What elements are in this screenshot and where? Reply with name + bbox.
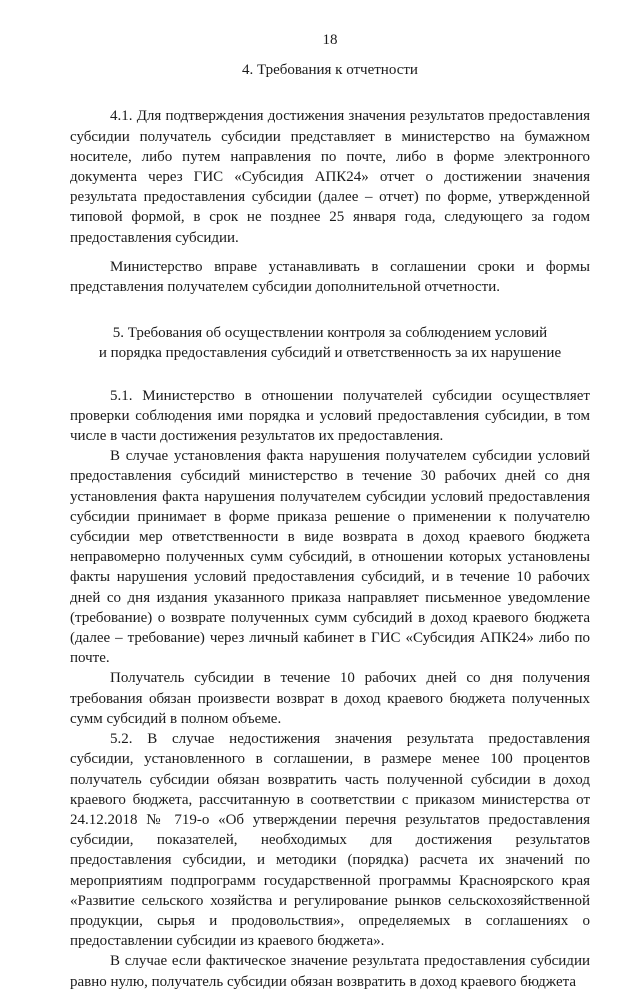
paragraph-4-2: Министерство вправе устанавливать в соглашении сроки и формы представления получателем субсидии дополнительной отчетности. xyxy=(70,258,590,296)
paragraph-5-2-zero: В случае если фактическое значение результата предоставления субсидии равно нулю, получатель субсидии обязан возвратить в доход краевого бюджета xyxy=(70,953,590,990)
section-5-heading-line-2: и порядка предоставления субсидий и ответственность за их нарушение xyxy=(98,345,562,362)
paragraph-4-1: 4.1. Для подтверждения достижения значения результатов предоставления субсидии получатель субсидии представляет в министерство на бумажном носителе, либо путем направления по почте, либо в форме электронного документа через ГИС «Субсидия АПК24» отчет о достижении значения результата предоставления субсидии (далее – отчет) по форме, утвержденной типовой формой, в срок не позднее 25 января года, следующего за годом предоставления субсидии. xyxy=(70,108,590,246)
document-page xyxy=(70,30,590,992)
section-4-heading: 4. Требования к отчетности xyxy=(242,62,418,79)
page-number: 18 xyxy=(322,32,338,48)
paragraph-5-1: 5.1. Министерство в отношении получателей субсидии осуществляет проверки соблюдения ими порядка и условий предоставления субсидии, в том числе в части достижения результатов их предоставления. xyxy=(70,387,590,445)
paragraph-5-1-refund: Получатель субсидии в течение 10 рабочих дней со дня получения требования обязан произвести возврат в доход краевого бюджета полученных сумм субсидий в полном объеме. xyxy=(70,670,590,727)
paragraph-5-2: 5.2. В случае недостижения значения результата предоставления субсидии, установленного в соглашении, в размере менее 100 процентов получатель субсидии обязан возвратить часть полученной субсидии в доход краевого бюджета, рассчитанную в соответствии с приказом министерства от 24.12.2018 № 719-о «Об утверждении перечня результатов предоставления субсидии, показателей, необходимых для достижения результатов предоставления субсидии, и методики (порядка) расчета их значений по мероприятиям подпрограмм государственной программы Красноярского края «Развитие сельского хозяйства и регулирование рынков сельскохозяйственной продукции, сырья и продовольствия», определяемых в соглашениях о предоставлении субсидии из краевого бюджета». xyxy=(70,731,590,950)
paragraph-5-1-violation: В случае установления факта нарушения получателем субсидии условий предоставления субсидий министерство в течение 30 рабочих дней со дня установления факта нарушения получателем субсидии условий предоставления субсидии принимает в форме приказа решение о применении к получателю субсидии мер ответственности в виде возврата в доход краевого бюджета неправомерно полученных сумм субсидий, в отношении которых установлены факты нарушения условий предоставления субсидий, и в течение 10 рабочих дней со дня издания указанного приказа направляет письменное уведомление (требование) о возврате полученных сумм субсидий в доход краевого бюджета (далее – требование) через личный кабинет в ГИС «Субсидия АПК24» либо по почте. xyxy=(70,448,590,667)
section-5-heading xyxy=(70,323,590,363)
section-5-heading-line-1: 5. Требования об осуществлении контроля за соблюдением условий xyxy=(112,325,548,342)
